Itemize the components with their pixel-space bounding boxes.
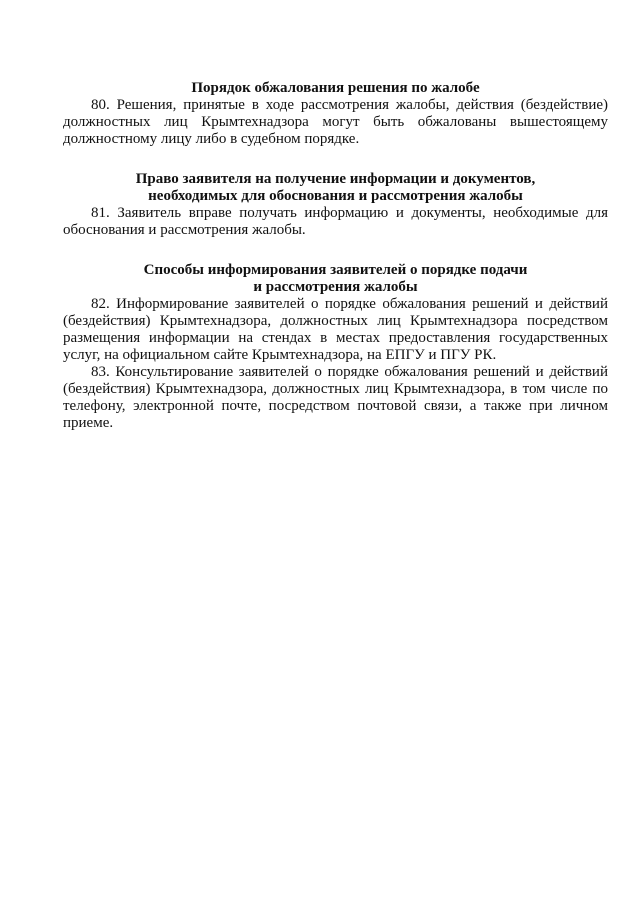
paragraph-82: 82. Информирование заявителей о порядке обжалования решений и действий (бездействия) Крымтехнадзора, должностных лиц Крымтехнадзора посредством размещения информации на стендах в местах предоставления государственных услуг, на официальном сайте Крымтехнадзора, на ЕПГУ и ПГУ РК. <box>63 296 608 363</box>
section-heading: Право заявителя на получение информации и документов, <box>135 171 536 187</box>
section-heading: и рассмотрения жалобы <box>253 279 418 295</box>
paragraph-81: 81. Заявитель вправе получать информацию и документы, необходимые для обоснования и рассмотрения жалобы. <box>63 205 608 238</box>
section-heading: Порядок обжалования решения по жалобе <box>191 80 480 96</box>
paragraph-83: 83. Консультирование заявителей о порядке обжалования решений и действий (бездействия) Крымтехнадзора, должностных лиц Крымтехнадзора, в том числе по телефону, электронной почте, посредством почтовой связи, а также при личном приеме. <box>63 364 608 431</box>
section-heading: Способы информирования заявителей о порядке подачи <box>143 262 528 278</box>
paragraph-80: 80. Решения, принятые в ходе рассмотрения жалобы, действия (бездействие) должностных лиц Крымтехнадзора могут быть обжалованы вышестоящему должностному лицу либо в судебном порядке. <box>63 97 608 147</box>
document-page <box>63 80 608 432</box>
section-heading: необходимых для обоснования и рассмотрения жалобы <box>148 188 523 204</box>
